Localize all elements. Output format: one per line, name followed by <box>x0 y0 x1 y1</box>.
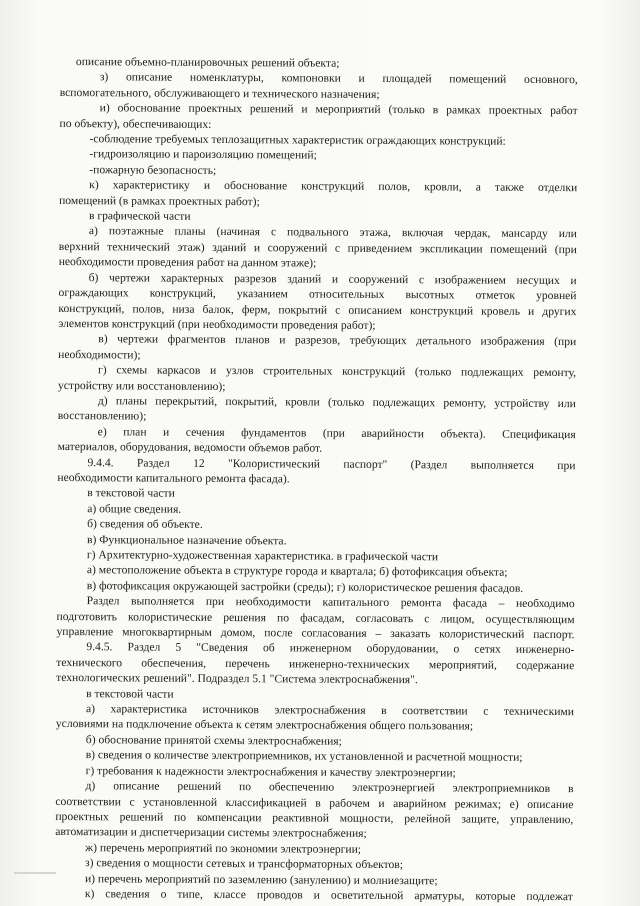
text-line: д) планы перекрытий, покрытий, кровли (только подлежащих ремонту, устройству или <box>97 394 576 411</box>
text-line: е) план и сечения фундаментов (при аварийности объекта). Спецификация <box>97 424 576 441</box>
text-line: -соблюдение требуемых теплозащитных характеристик ограждающих конструкций: <box>89 132 506 148</box>
text-line: -гидроизоляцию и пароизоляцию помещений; <box>89 147 317 163</box>
text-line: управление многоквартирным домом, после согласования – заказать колористический паспорт. <box>56 625 575 642</box>
scan-artifact <box>14 872 56 874</box>
text-line: восстановлению); <box>57 409 147 423</box>
text-line: автоматизации и диспетчеризации системы электроснабжения; <box>55 825 367 841</box>
text-line: ограждающих конструкций, указанием относительных высотных отметок уровней <box>58 286 577 303</box>
text-line: устройству или восстановлению); <box>57 378 226 393</box>
text-line: г) Архитектурно-художественная характеристика. в графической части <box>86 548 439 564</box>
text-line: а) общие сведения. <box>87 501 182 516</box>
text-line: по объекту), обеспечивающих: <box>59 116 212 131</box>
text-line: верхний технический этаж) зданий и сооружений с приведением экспликации помещений (при <box>58 239 577 257</box>
text-line: подготовить колористические решения по фасадам, согласовать с лицом, осуществляющим <box>56 609 575 626</box>
text-line: в) Функциональное назначение объекта. <box>86 532 287 547</box>
text-line: в) фотофиксация окружающей застройки (среды); г) колористическое решения фасадов. <box>86 578 524 595</box>
text-line: проектных решений по компенсации реактивной мощности, релейной защите, управлению, <box>55 809 574 827</box>
text-line: материалов, оборудования, ведомости объемов работ. <box>57 440 323 455</box>
text-line: ж) перечень мероприятий по экономии электроэнергии; <box>85 840 362 856</box>
text-line: технического обеспечения, перечень инженерно-технических мероприятий, содержание <box>56 655 575 672</box>
text-line: б) чертежи характерных разрезов зданий и сооружений с изображением несущих и <box>88 270 577 287</box>
text-line: б) обоснование принятой схемы электроснабжения; <box>85 733 342 748</box>
text-line: 9.4.5. Раздел 5 "Сведения об инженерном оборудовании, о сетях инженерно- <box>86 640 575 657</box>
text-line: г) схемы каркасов и узлов строительных конструкций (только подлежащих ремонту, <box>98 363 577 380</box>
text-line: к) сведения о типе, классе проводов и осветительной арматуры, которые подлежат <box>84 887 573 904</box>
text-line: и) обоснование проектных решений и мероприятий (только в рамках проектных работ <box>99 101 578 118</box>
text-line: помещений (в рамках проектных работ); <box>59 193 260 208</box>
text-line: в текстовой части <box>87 486 175 501</box>
text-line: конструкций, полов, низа балок, ферм, покрытий с описанием конструкций кровель и других <box>58 301 577 318</box>
text-line: г) требования к надежности электроснабжения и качеству электроэнергии; <box>85 763 456 780</box>
text-line: б) сведения об объекте. <box>87 517 203 532</box>
text-line: технологических решений". Подраздел 5.1 "Система электроснабжения". <box>56 671 418 687</box>
text-line: Раздел выполняется при необходимости капитального ремонта фасада – необходимо <box>86 594 575 611</box>
text-line: з) сведения о мощности сетевых и трансформаторных объектов; <box>85 856 404 872</box>
text-line: а) характеристика источников электроснабжения в соответствии с техническими <box>85 702 575 719</box>
document-body <box>55 54 578 904</box>
text-line: соответствии с установленной классификацией в рабочем и аварийном режимах; е) описание <box>55 794 574 811</box>
text-line: и) перечень мероприятий по заземлению (занулению) и молниезащите; <box>84 871 438 887</box>
text-line: а) поэтажные планы (начиная с подвального этажа, включая чердак, мансарду или <box>88 224 577 241</box>
text-line: в) сведения о количестве электроприемников, их установленной и расчетной мощности; <box>85 748 523 765</box>
text-line: необходимости проведения работ на данном этаже); <box>58 255 317 270</box>
text-line: необходимости капитального ремонта фасада). <box>57 470 290 486</box>
text-line: з) описание номенклатуры, компоновки и площадей помещений основного, <box>99 70 578 87</box>
text-line: а) местоположение объекта в структуре города и квартала; б) фотофиксация объекта; <box>86 563 508 580</box>
text-line: к) характеристику и обоснование конструкций полов, кровли, а также отделки <box>89 178 578 195</box>
text-line: в текстовой части <box>86 686 174 701</box>
text-line: элементов конструкций (при необходимости проведения работ); <box>58 316 376 332</box>
text-line: вспомогательного, обслуживающего и технического назначения; <box>59 85 380 101</box>
text-line: -пожарную безопасность; <box>89 163 217 177</box>
text-line: необходимости); <box>58 347 141 362</box>
text-line: в графической части <box>88 209 191 223</box>
text-line: 9.4.4. Раздел 12 "Колористический паспорт" (Раздел выполняется при <box>87 455 576 472</box>
text-line: д) описание решений по обеспечению электроэнергией электроприемников в <box>85 779 574 796</box>
text-line: условиями на подключение объекта к сетям электроснабжения общего пользования; <box>55 717 474 734</box>
text-line: описание объемно-планировочных решений объекта; <box>75 55 340 70</box>
text-line: в) чертежи фрагментов планов и разрезов, требующих детального изображения (при <box>98 332 577 349</box>
